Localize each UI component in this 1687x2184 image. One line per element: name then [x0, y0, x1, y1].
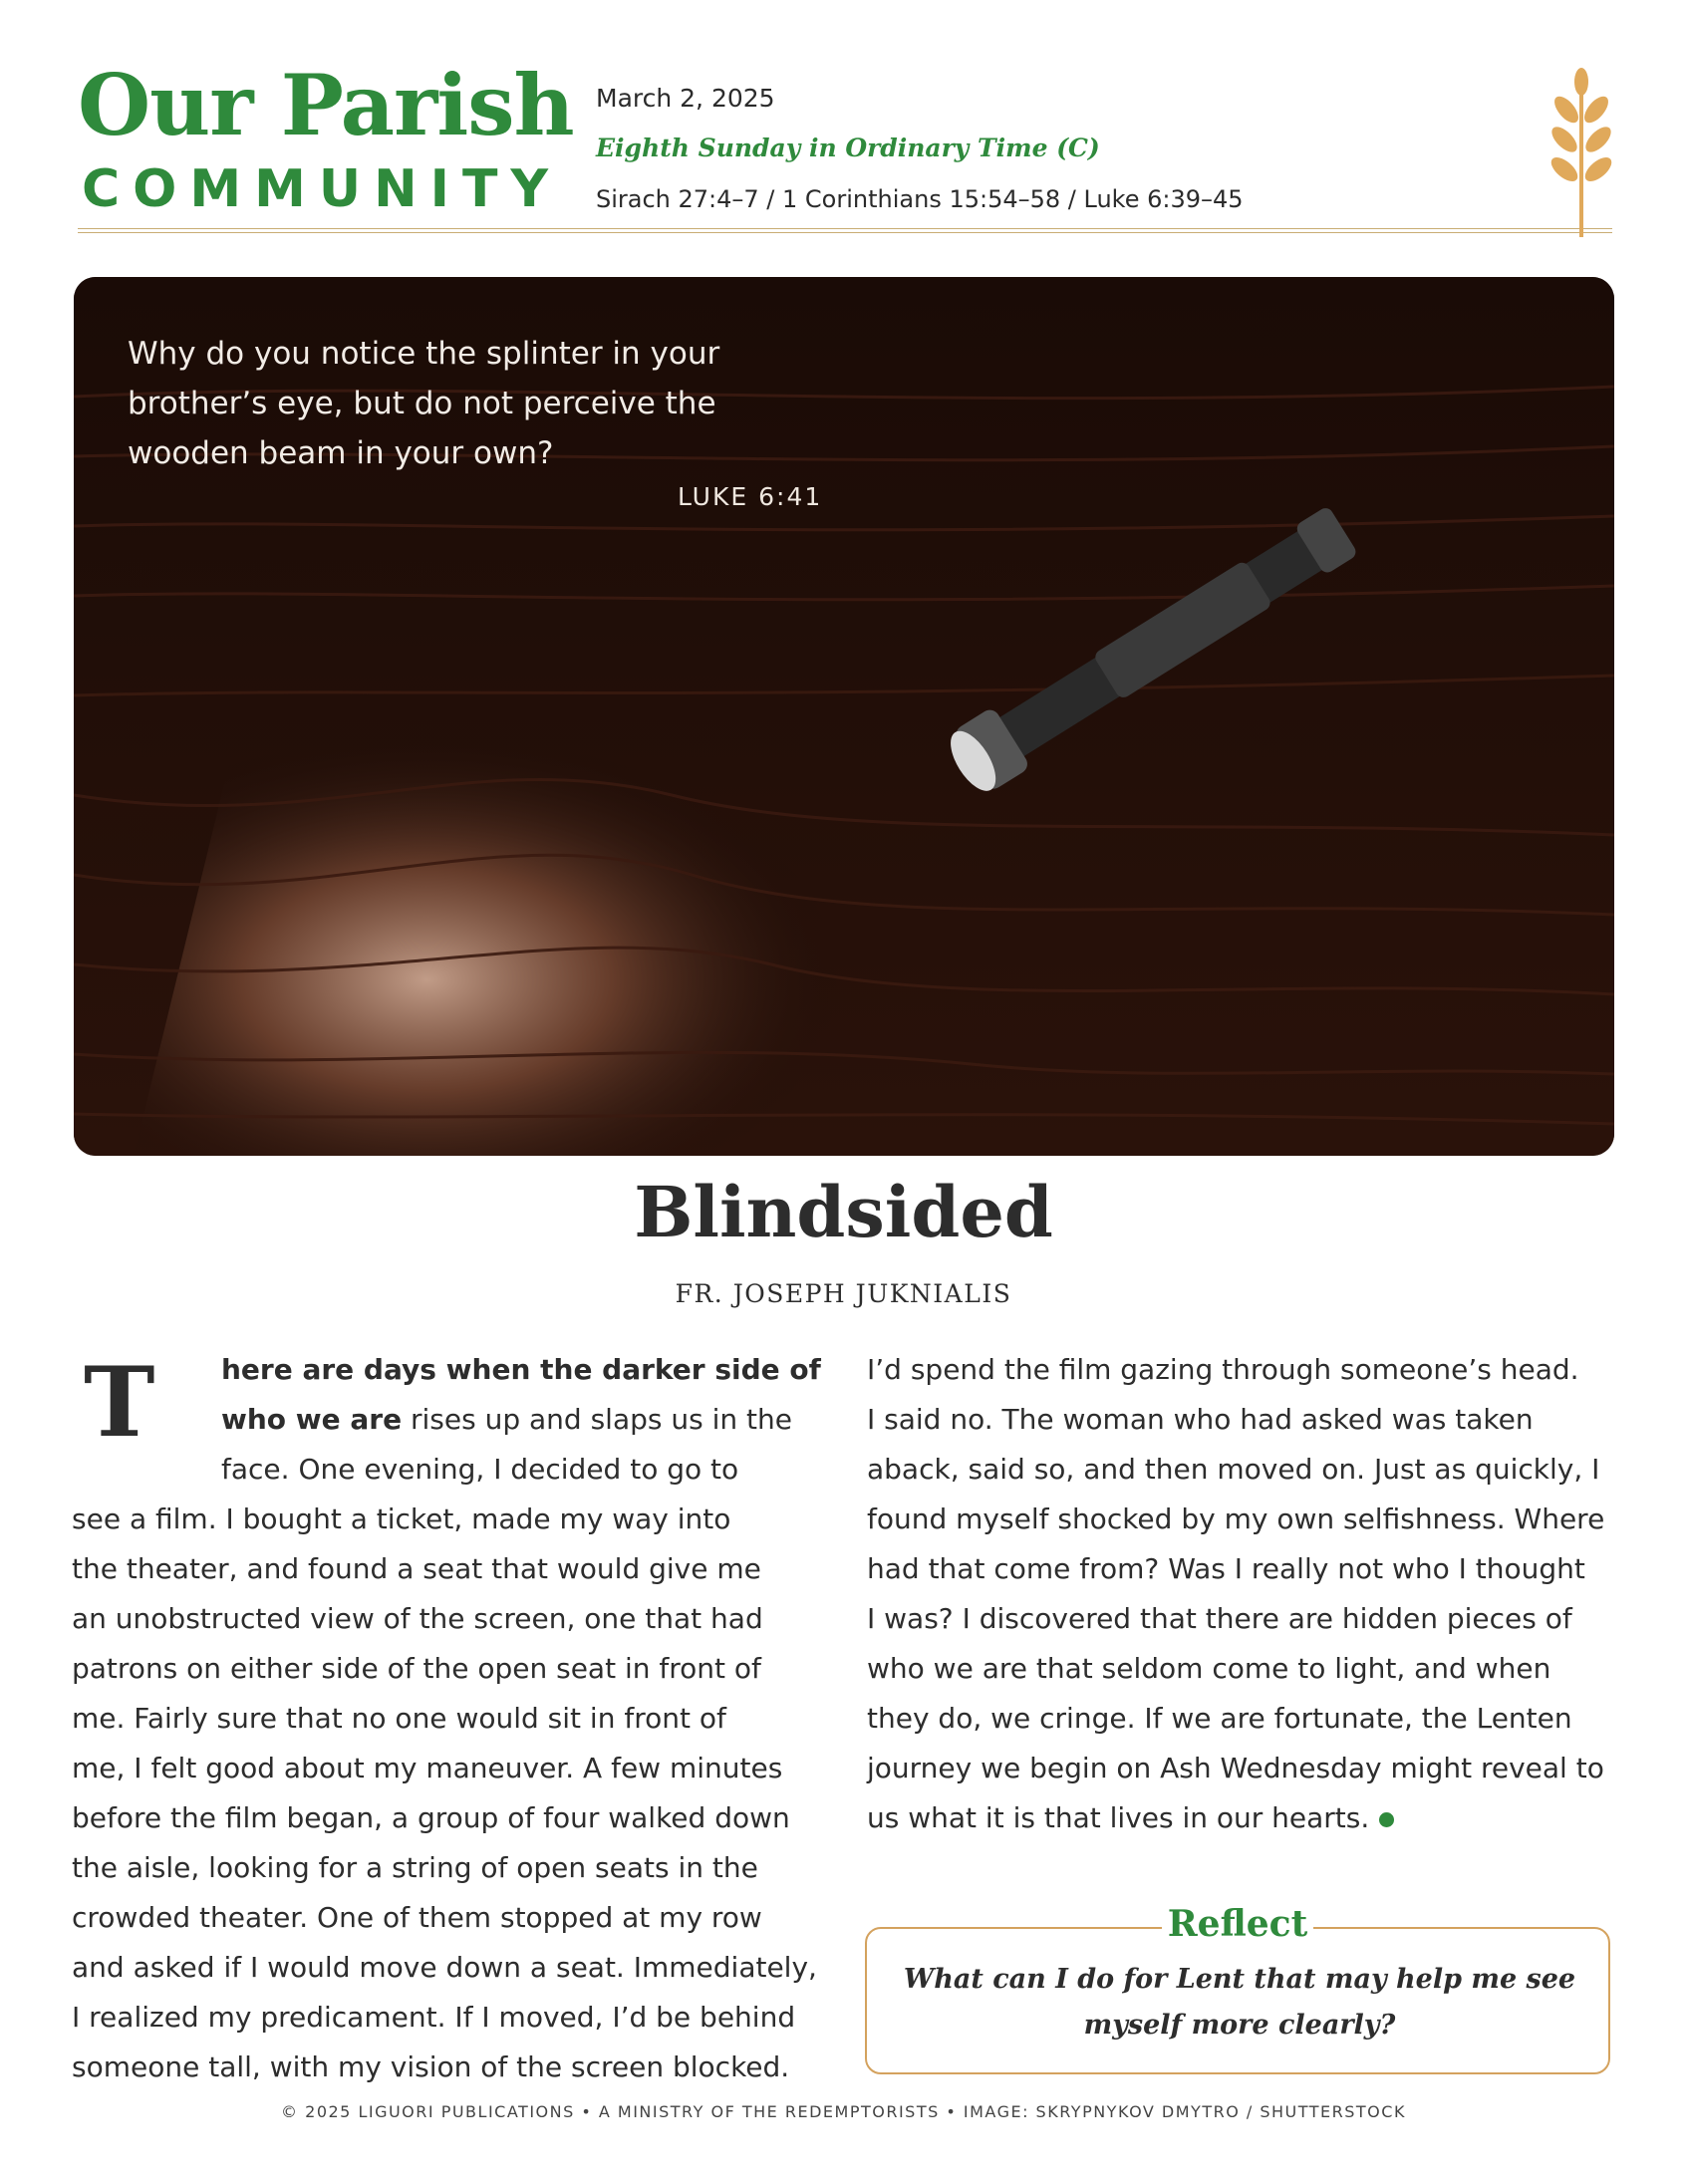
article-line: and asked if I would move down a seat. Immediately, [72, 1951, 817, 1984]
article-column-left [72, 1345, 839, 2092]
article-line: here are days when the darker side of [221, 1353, 821, 1386]
drop-cap: T [84, 1346, 155, 1459]
article-line: an unobstructed view of the screen, one that had [72, 1602, 763, 1635]
article-line: see a film. I bought a ticket, made my way into [72, 1502, 731, 1535]
article-line: I realized my predicament. If I moved, I’d be behind [72, 2001, 796, 2034]
end-mark-icon [1379, 1812, 1394, 1827]
article-title: Blindsided [634, 1171, 1053, 1253]
reflect-question-line: What can I do for Lent that may help me see [903, 1964, 1576, 1995]
footer-credit: © 2025 LIGUORI PUBLICATIONS • A MINISTRY OF THE REDEMPTORISTS • IMAGE: SKRYPNYKOV DMYTRO / SHUTTERSTOCK [281, 2102, 1406, 2121]
reflect-question [887, 1957, 1592, 2048]
article-line: someone tall, with my vision of the screen blocked. [72, 2050, 790, 2083]
liturgical-day: Eighth Sunday in Ordinary Time (C) [596, 134, 1100, 162]
quote-line: wooden beam in your own? [128, 435, 554, 471]
article-line: us what it is that lives in our hearts. [867, 1793, 1624, 1843]
masthead-title: Our Parish [78, 56, 574, 154]
article-line: found myself shocked by my own selfishness. Where [867, 1502, 1605, 1535]
article-line: crowded theater. One of them stopped at my row [72, 1901, 762, 1934]
article-byline: FR. JOSEPH JUKNIALIS [675, 1279, 1012, 1308]
article-line: had that come from? Was I really not who I thought [867, 1552, 1585, 1585]
article-line: journey we begin on Ash Wednesday might reveal to [867, 1752, 1604, 1784]
wheat-icon [1543, 68, 1620, 237]
header-divider [78, 228, 1612, 233]
masthead-subtitle: COMMUNITY [82, 159, 562, 219]
readings: Sirach 27:4–7 / 1 Corinthians 15:54–58 / Luke 6:39–45 [596, 185, 1244, 213]
article-line: who we are that seldom come to light, and when [867, 1652, 1551, 1685]
article-column-right [867, 1345, 1624, 1843]
article-line: patrons on either side of the open seat in front of [72, 1652, 761, 1685]
article-line: they do, we cringe. If we are fortunate, the Lenten [867, 1702, 1572, 1735]
article-line: face. One evening, I decided to go to [221, 1453, 739, 1486]
hero-image [74, 277, 1614, 1156]
article-line: aback, said so, and then moved on. Just as quickly, I [867, 1453, 1600, 1486]
article-line: I said no. The woman who had asked was taken [867, 1403, 1534, 1436]
issue-date: March 2, 2025 [596, 84, 775, 113]
quote-line: brother’s eye, but do not perceive the [128, 386, 716, 421]
article-line: the aisle, looking for a string of open seats in the [72, 1851, 758, 1884]
quote-citation: LUKE 6:41 [678, 482, 823, 511]
reflect-box [865, 1903, 1610, 2074]
article-line: before the film began, a group of four walked down [72, 1801, 790, 1834]
article-line: me. Fairly sure that no one would sit in front of [72, 1702, 726, 1735]
reflect-heading: Reflect [867, 1903, 1608, 1945]
article-line: I’d spend the film gazing through someone’s head. [867, 1353, 1579, 1386]
hero-quote [128, 329, 765, 478]
article-line: the theater, and found a seat that would give me [72, 1552, 761, 1585]
article-line: who we are rises up and slaps us in the [221, 1403, 792, 1436]
article-line: I was? I discovered that there are hidden pieces of [867, 1602, 1572, 1635]
article-line: me, I felt good about my maneuver. A few minutes [72, 1752, 783, 1784]
quote-line: Why do you notice the splinter in your [128, 336, 720, 372]
reflect-question-line: myself more clearly? [1083, 2010, 1396, 2041]
